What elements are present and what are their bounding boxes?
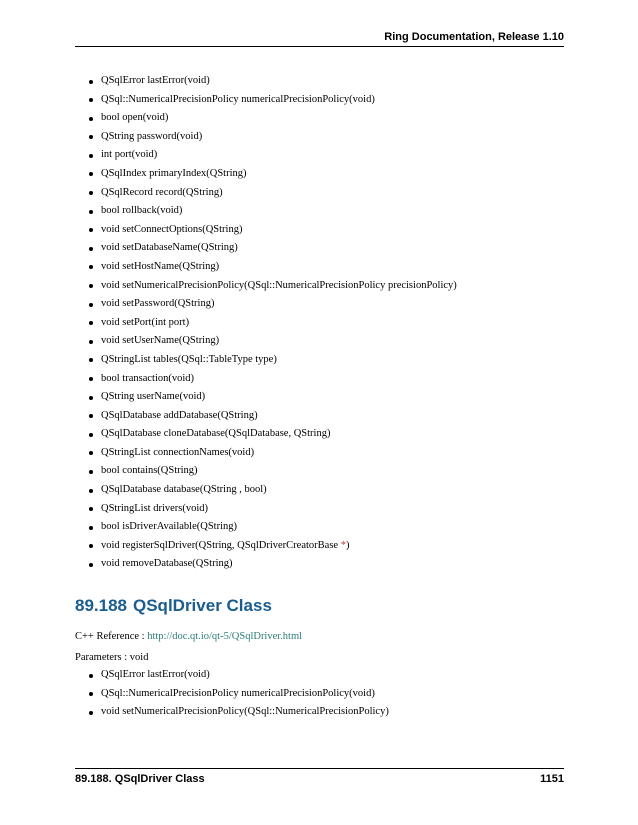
reference-link[interactable]: http://doc.qt.io/qt-5/QSqlDriver.html (147, 631, 303, 642)
header-title: Ring Documentation, Release 1.10 (384, 31, 564, 43)
method-list-bottom (89, 666, 564, 722)
list-item: int port(void) (89, 146, 564, 165)
list-item: void setPassword(QString) (89, 295, 564, 314)
list-item: bool rollback(void) (89, 202, 564, 221)
list-item: QSqlDatabase addDatabase(QString) (89, 407, 564, 426)
list-item: bool open(void) (89, 109, 564, 128)
list-item: void setNumericalPrecisionPolicy(QSql::NumericalPrecisionPolicy precisionPolicy) (89, 277, 564, 296)
parameters-line: Parameters : void (75, 652, 149, 663)
list-item: QSqlRecord record(QString) (89, 184, 564, 203)
list-item: QSql::NumericalPrecisionPolicy numericalPrecisionPolicy(void) (89, 685, 564, 704)
section-number: 89.188 (75, 596, 127, 615)
list-item: void setNumericalPrecisionPolicy(QSql::NumericalPrecisionPolicy) (89, 703, 564, 722)
list-item: QString password(void) (89, 128, 564, 147)
page-header (75, 29, 564, 47)
list-item: QSqlDatabase database(QString , bool) (89, 481, 564, 500)
list-item: QString userName(void) (89, 388, 564, 407)
list-item: QStringList tables(QSql::TableType type) (89, 351, 564, 370)
list-item: QStringList connectionNames(void) (89, 444, 564, 463)
list-item: QSqlIndex primaryIndex(QString) (89, 165, 564, 184)
list-item: void setHostName(QString) (89, 258, 564, 277)
list-item: bool isDriverAvailable(QString) (89, 518, 564, 537)
list-item: QSql::NumericalPrecisionPolicy numericalPrecisionPolicy(void) (89, 91, 564, 110)
list-item: void setDatabaseName(QString) (89, 239, 564, 258)
list-item: void setPort(int port) (89, 314, 564, 333)
list-item: void setUserName(QString) (89, 332, 564, 351)
footer-section: 89.188. QSqlDriver Class (75, 773, 205, 785)
list-item-register-sql-driver (89, 537, 564, 556)
list-item: QStringList drivers(void) (89, 500, 564, 519)
list-item: QSqlDatabase cloneDatabase(QSqlDatabase, QString) (89, 425, 564, 444)
list-item: void setConnectOptions(QString) (89, 221, 564, 240)
list-item: QSqlError lastError(void) (89, 666, 564, 685)
list-item: bool transaction(void) (89, 370, 564, 389)
register-close: ) (345, 539, 350, 551)
pointer-star: * (340, 539, 346, 551)
section-title: QSqlDriver Class (133, 596, 272, 615)
section-heading (75, 596, 272, 616)
list-item: QSqlError lastError(void) (89, 72, 564, 91)
cpp-reference (75, 631, 302, 642)
method-list-top (89, 72, 564, 574)
list-item: void removeDatabase(QString) (89, 555, 564, 574)
register-text: void registerSqlDriver(QString, QSqlDriverCreatorBase (101, 539, 341, 551)
list-item: bool contains(QString) (89, 462, 564, 481)
page-footer (75, 768, 564, 789)
reference-label: C++ Reference : (75, 631, 148, 642)
page-number: 1151 (540, 773, 564, 785)
